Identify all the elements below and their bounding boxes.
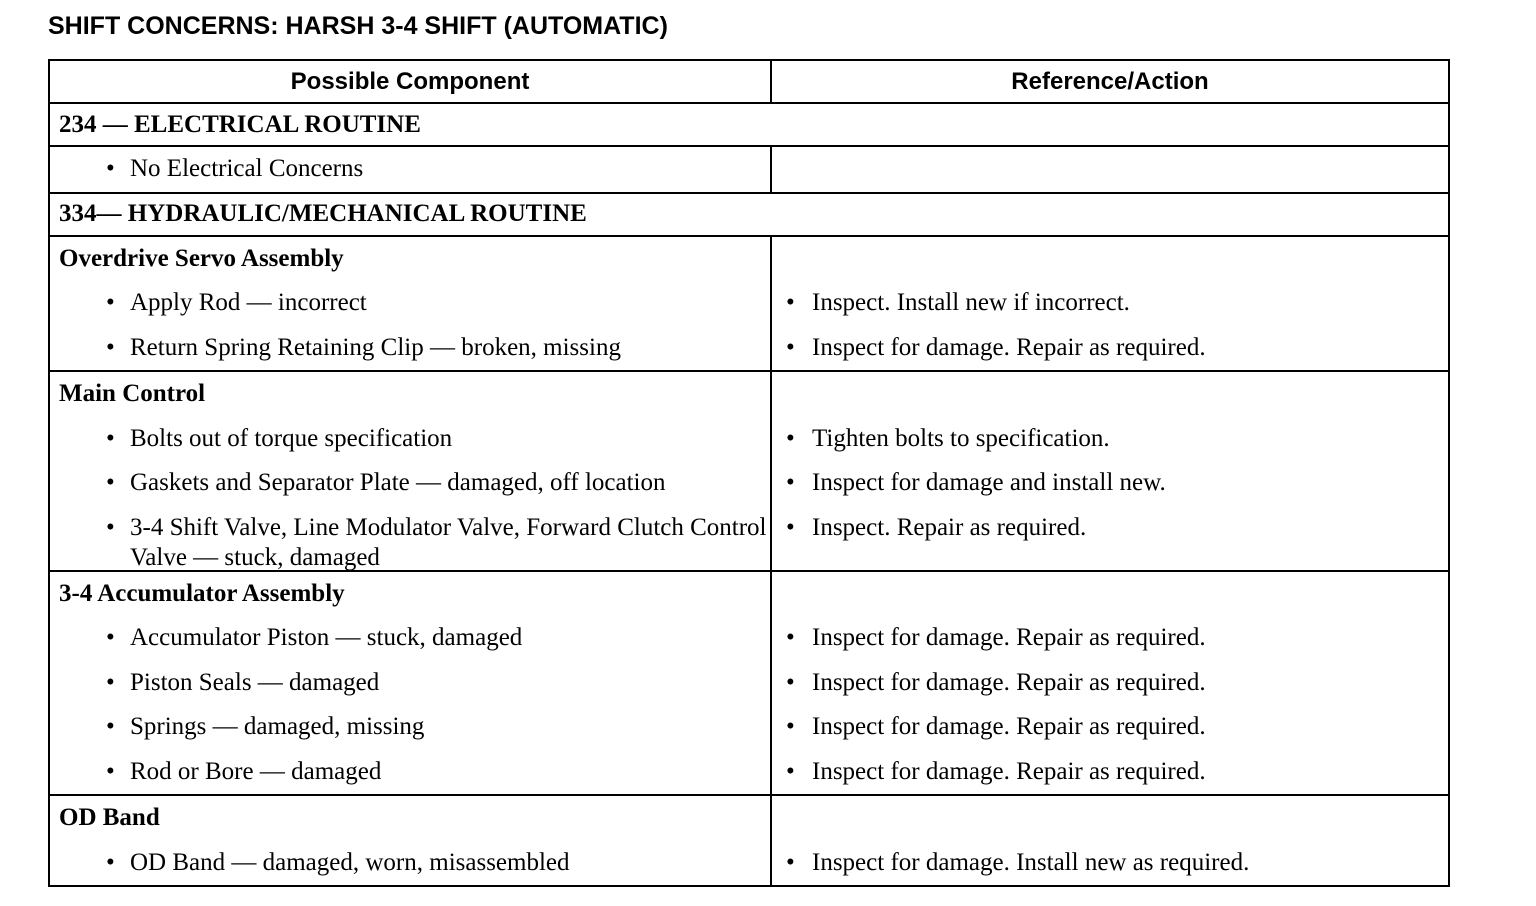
group-row [49,795,1449,886]
list-item: • Inspect for damage and install new. [772,461,1448,506]
list-item: • Apply Rod — incorrect [50,281,770,326]
bullet-icon: • [106,333,115,361]
bullet-icon: • [106,424,115,452]
table-row [49,146,1449,193]
list-item: • Accumulator Piston — stuck, damaged [50,616,770,661]
bullet-icon: • [106,668,115,696]
group-heading: 3-4 Accumulator Assembly [59,579,345,607]
component-cell [49,371,771,571]
bullet-icon: • [106,469,115,496]
component-cell [49,146,771,193]
group-row [49,371,1449,571]
list-item: • Inspect for damage. Repair as required. [772,661,1448,706]
list-item: • Springs — damaged, missing [50,705,770,750]
group-row [49,236,1449,372]
bullet-icon: • [786,713,795,740]
action-cell [771,795,1449,886]
list-item: • OD Band — damaged, worn, misassembled [50,841,770,886]
bullet-icon: • [786,424,795,452]
column-header-action: Reference/Action [771,60,1449,103]
list-item: • 3-4 Shift Valve, Line Modulator Valve, Forward Clutch Control Valve — stuck, damaged [106,513,767,571]
component-cell [49,571,771,796]
bullet-icon: • [106,155,115,182]
list-item: • Return Spring Retaining Clip — broken, missing [50,326,770,371]
list-item: • Tighten bolts to specification. [772,417,1448,462]
bullet-icon: • [786,333,795,361]
section-row [49,103,1449,146]
action-cell [771,236,1449,372]
group-heading: Main Control [59,380,206,407]
group-row [49,571,1449,796]
section-heading-electrical: 234 — ELECTRICAL ROUTINE [49,103,1449,146]
column-header-component: Possible Component [49,60,771,103]
list-item: • Gaskets and Separator Plate — damaged, off location [50,461,770,506]
list-item: • Inspect for damage. Repair as required. [772,616,1448,661]
list-item: • Bolts out of torque specification [50,417,770,462]
list-item: • Rod or Bore — damaged [50,750,770,795]
bullet-icon: • [106,289,115,316]
list-item: • Inspect for damage. Repair as required. [772,750,1448,795]
list-item: • Inspect for damage. Repair as required. [772,326,1448,371]
section-row [49,193,1449,236]
list-item: • Inspect. Install new if incorrect. [772,281,1448,326]
bullet-icon: • [106,713,115,740]
bullet-icon: • [786,289,795,316]
bullet-icon: • [106,624,115,651]
component-cell [49,236,771,372]
list-item: • Inspect for damage. Repair as required. [772,705,1448,750]
list-item: • Piston Seals — damaged [50,661,770,706]
bullet-icon: • [106,513,115,541]
list-item: • No Electrical Concerns [50,147,770,192]
bullet-icon: • [786,757,795,785]
shift-concerns-table [48,59,1450,887]
table-header-row [49,60,1449,103]
section-heading-hydraulic: 334— HYDRAULIC/MECHANICAL ROUTINE [49,193,1449,236]
bullet-icon: • [786,624,795,651]
bullet-icon: • [786,469,795,496]
action-cell [771,146,1449,193]
action-cell [771,371,1449,571]
bullet-icon: • [786,668,795,696]
bullet-icon: • [786,513,795,541]
action-cell [771,571,1449,796]
list-item: • Inspect. Repair as required. [786,513,1087,541]
list-item: • Inspect for damage. Install new as required. [772,841,1448,886]
group-heading: Overdrive Servo Assembly [59,244,344,272]
group-heading: OD Band [59,804,160,831]
bullet-icon: • [106,848,115,876]
document-title: SHIFT CONCERNS: HARSH 3-4 SHIFT (AUTOMATIC) [48,12,668,40]
bullet-icon: • [106,757,115,785]
bullet-icon: • [786,848,795,876]
component-cell [49,795,771,886]
